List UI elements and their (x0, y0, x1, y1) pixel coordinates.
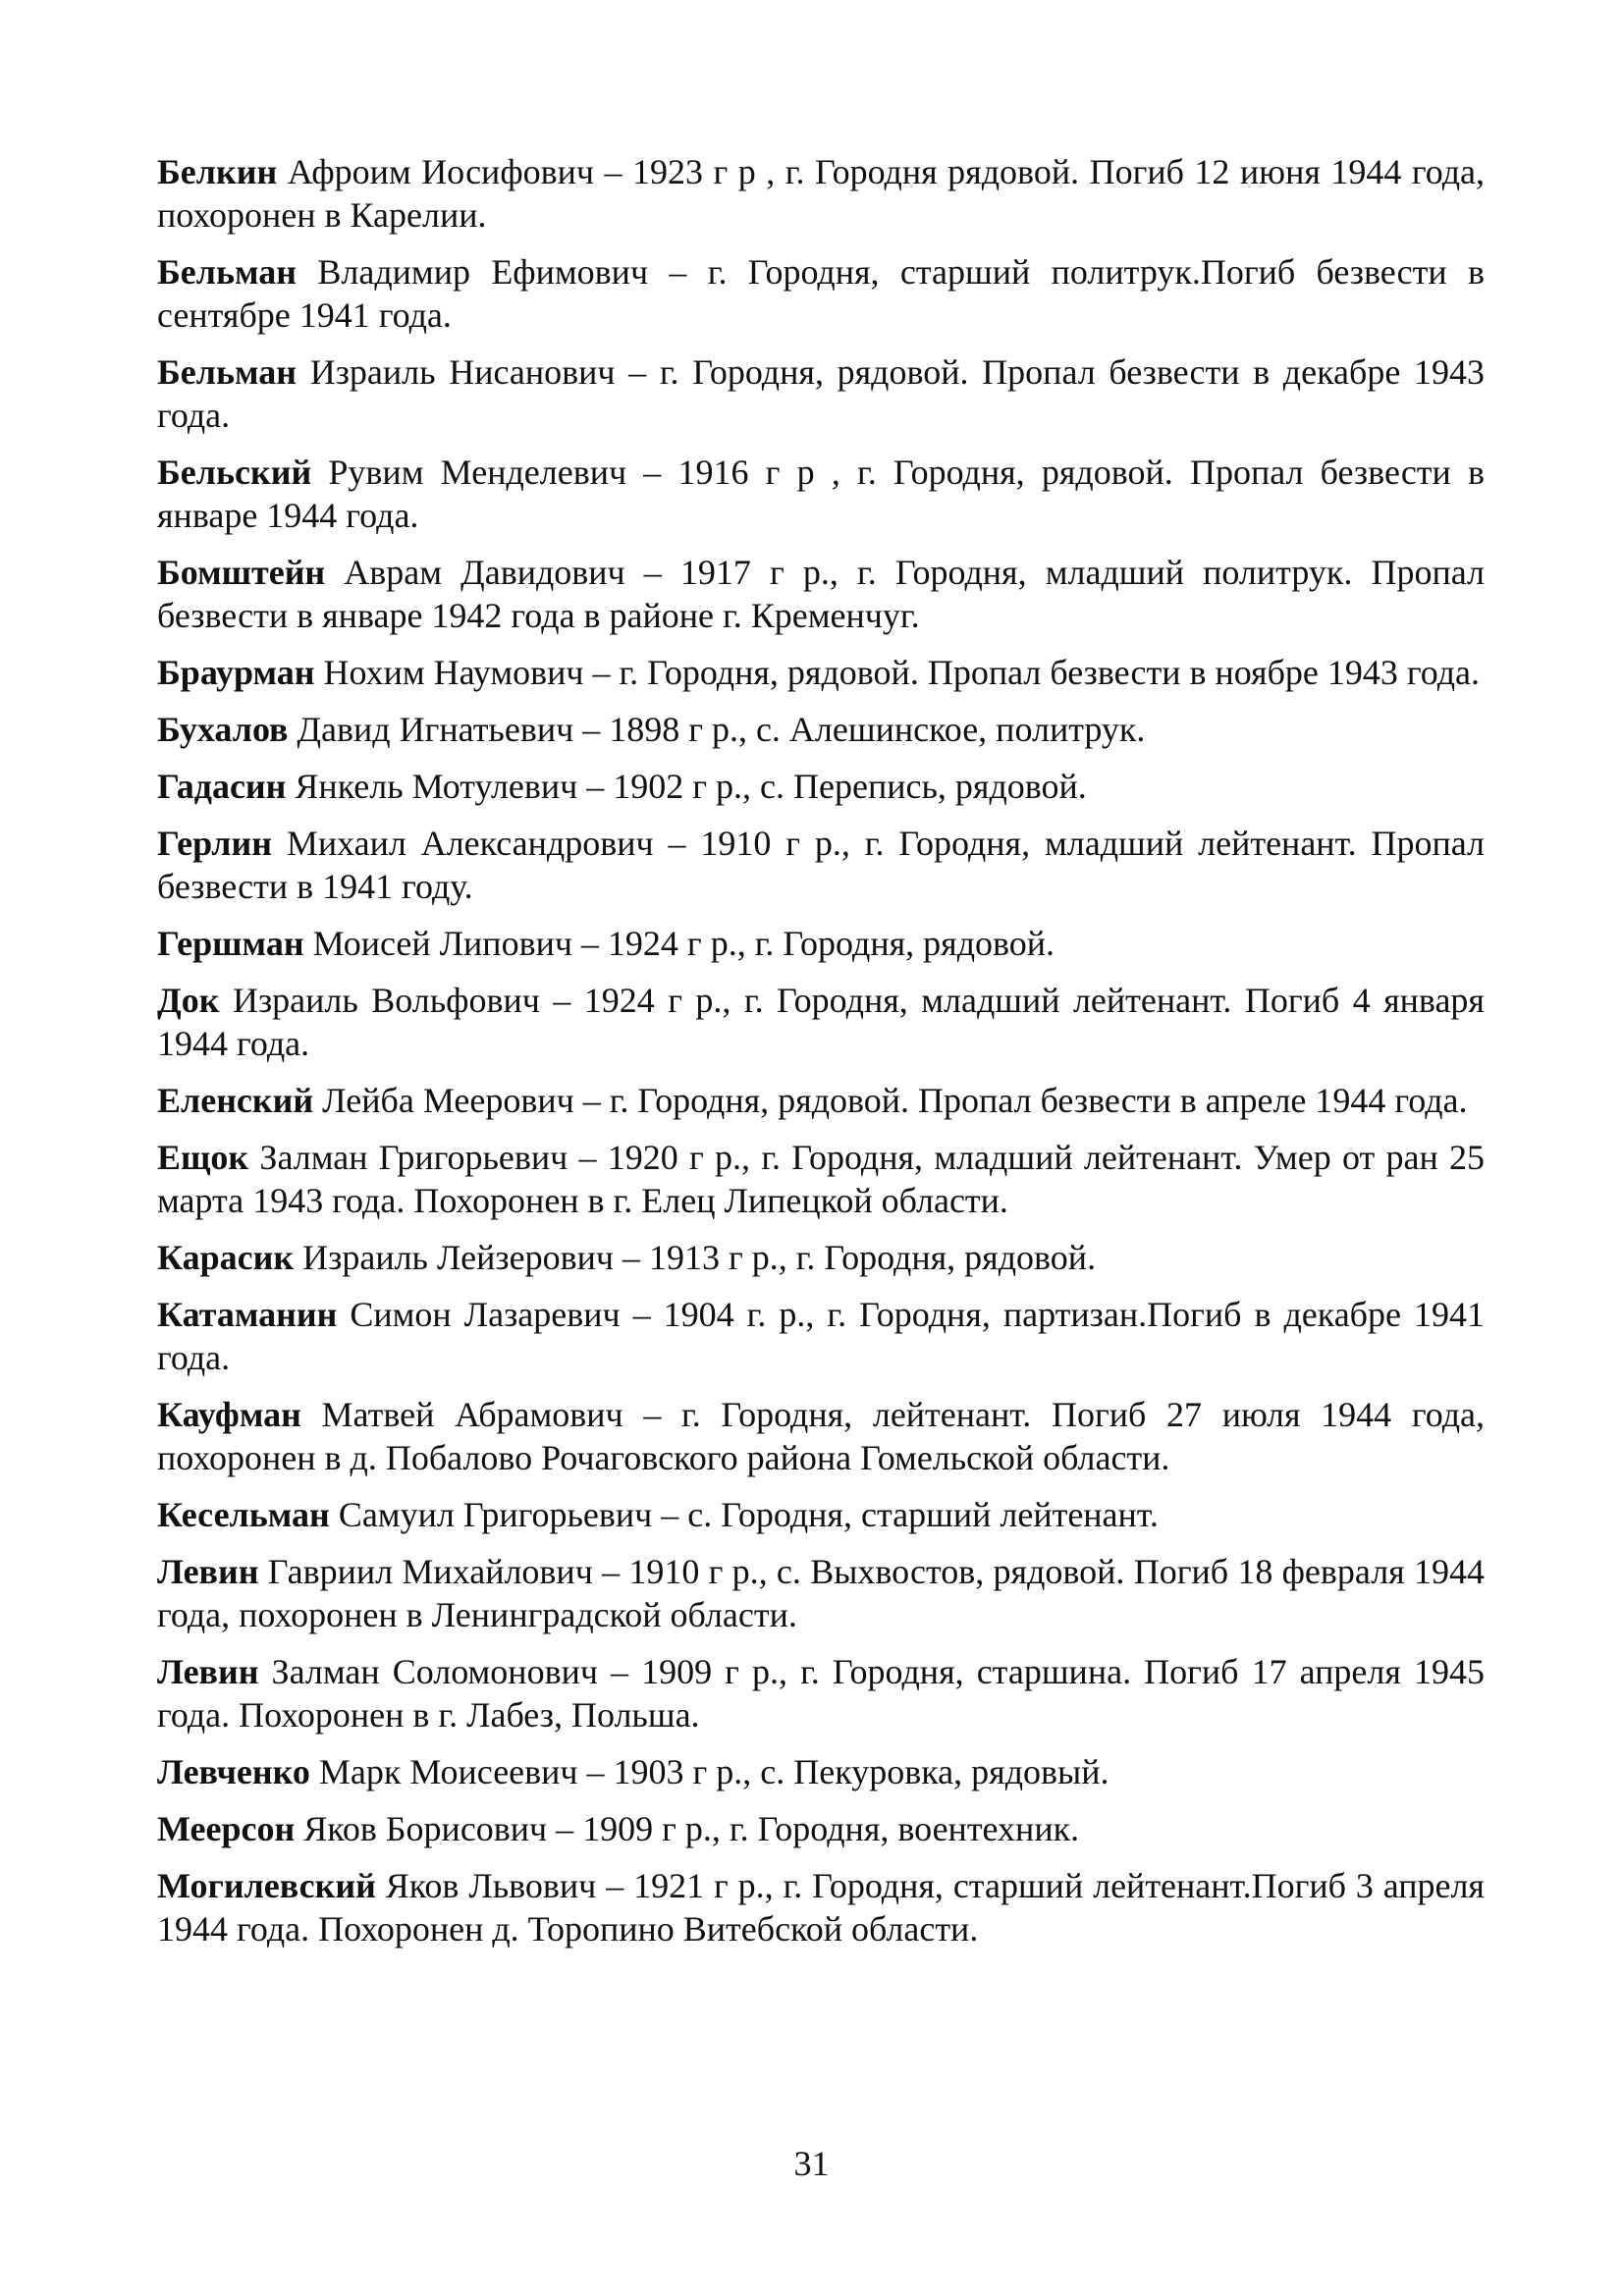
entry-text: Залман Соломонович – 1909 г р., г. Городня, старшина. Погиб 17 апреля 1945 года. Похоронен в г. Лабез, Польша. (157, 1652, 1485, 1735)
entry (157, 1550, 1485, 1636)
entry (157, 551, 1485, 637)
entry (157, 350, 1485, 437)
entry-surname: Бельский (157, 453, 312, 492)
entry-text: Марк Моисеевич – 1903 г р., с. Пекуровка, рядовый. (309, 1752, 1109, 1791)
entry-surname: Бухалов (157, 710, 289, 749)
entry (157, 1807, 1485, 1850)
entry-surname: Левин (157, 1652, 259, 1691)
entry-text: Владимир Ефимович – г. Городня, старший политрук.Погиб безвести в сентябре 1941 года. (157, 252, 1485, 335)
entry-surname: Бомштейн (157, 553, 326, 592)
entry (157, 1293, 1485, 1379)
entry (157, 451, 1485, 537)
entry-text: Яков Львович – 1921 г р., г. Городня, старший лейтенант.Погиб 3 апреля 1944 года. Похоронен д. Торопино Витебской области. (157, 1866, 1485, 1949)
entry-surname: Герлин (157, 824, 272, 863)
entry-surname: Гадасин (157, 767, 287, 806)
entry (157, 979, 1485, 1065)
entry-surname: Могилевский (157, 1866, 376, 1905)
entry-surname: Карасик (157, 1238, 295, 1277)
entry-text: Яков Борисович – 1909 г р., г. Городня, воентехник. (295, 1809, 1080, 1848)
entry-surname: Левченко (157, 1752, 310, 1791)
page-number: 31 (793, 2144, 830, 2183)
entry (157, 1493, 1485, 1536)
entry (157, 1079, 1485, 1122)
page-body (157, 150, 1485, 1964)
entry-text: Израиль Вольфович – 1924 г р., г. Городня, младший лейтенант. Погиб 4 января 1944 года. (157, 981, 1485, 1063)
entry-text: Нохим Наумович – г. Городня, рядовой. Пропал безвести в ноябре 1943 года. (314, 653, 1481, 692)
entry (157, 1864, 1485, 1950)
entry-surname: Кесельман (157, 1495, 330, 1534)
entry (157, 765, 1485, 808)
entry-surname: Катаманин (157, 1295, 338, 1334)
entry-surname: Белкин (157, 152, 278, 191)
entry (157, 1236, 1485, 1279)
entry-text: Израиль Нисанович – г. Городня, рядовой. Пропал безвести в декабре 1943 года. (157, 352, 1485, 435)
entry-text: Давид Игнатьевич – 1898 г р., с. Алешинское, политрук. (288, 710, 1146, 749)
entry (157, 1650, 1485, 1736)
entry-surname: Ещок (157, 1138, 249, 1177)
entry (157, 150, 1485, 237)
entry-text: Гавриил Михайлович – 1910 г р., с. Выхвостов, рядовой. Погиб 18 февраля 1944 года, похоронен в Ленинградской области. (157, 1552, 1485, 1634)
entry-text: Рувим Менделевич – 1916 г р , г. Городня, рядовой. Пропал безвести в январе 1944 года. (157, 453, 1485, 535)
entry (157, 822, 1485, 908)
entry-surname: Кауфман (157, 1395, 301, 1434)
entry-text: Симон Лазаревич – 1904 г. р., г. Городня, партизан.Погиб в декабре 1941 года. (157, 1295, 1485, 1377)
entry-text: Самуил Григорьевич – с. Городня, старший лейтенант. (329, 1495, 1159, 1534)
entry-surname: Гершман (157, 924, 304, 963)
entry-surname: Бельман (157, 352, 298, 392)
entry-text: Матвей Абрамович – г. Городня, лейтенант. Погиб 27 июля 1944 года, похоронен в д. Побалово Рочаговского района Гомельской области. (157, 1395, 1485, 1477)
entry (157, 1393, 1485, 1479)
entry-text: Афроим Иосифович – 1923 г р , г. Городня рядовой. Погиб 12 июня 1944 года, похоронен в Карелии. (157, 152, 1485, 235)
entry-surname: Меерсон (157, 1809, 296, 1848)
entry-text: Михаил Александрович – 1910 г р., г. Городня, младший лейтенант. Пропал безвести в 1941 году. (157, 824, 1485, 906)
entry-surname: Док (157, 981, 220, 1020)
entry-surname: Браурман (157, 653, 315, 692)
entry (157, 1750, 1485, 1793)
entry (157, 1136, 1485, 1222)
entry (157, 922, 1485, 965)
entry (157, 250, 1485, 337)
entry (157, 708, 1485, 751)
entry-surname: Левин (157, 1552, 259, 1591)
entry-text: Израиль Лейзерович – 1913 г р., г. Городня, рядовой. (294, 1238, 1097, 1277)
entry (157, 651, 1485, 694)
entry-surname: Еленский (157, 1081, 314, 1120)
entry-text: Янкель Мотулевич – 1902 г р., с. Перепись, рядовой. (286, 767, 1087, 806)
entry-text: Моисей Липович – 1924 г р., г. Городня, рядовой. (303, 924, 1055, 963)
entry-text: Лейба Меерович – г. Городня, рядовой. Пропал безвести в апреле 1944 года. (313, 1081, 1468, 1120)
entry-text: Аврам Давидович – 1917 г р., г. Городня, младший политрук. Пропал безвести в январе 1942 года в районе г. Кременчуг. (157, 553, 1485, 635)
entry-text: Залман Григорьевич – 1920 г р., г. Городня, младший лейтенант. Умер от ран 25 марта 1943 года. Похоронен в г. Елец Липецкой области. (157, 1138, 1485, 1220)
entry-surname: Бельман (157, 252, 298, 292)
